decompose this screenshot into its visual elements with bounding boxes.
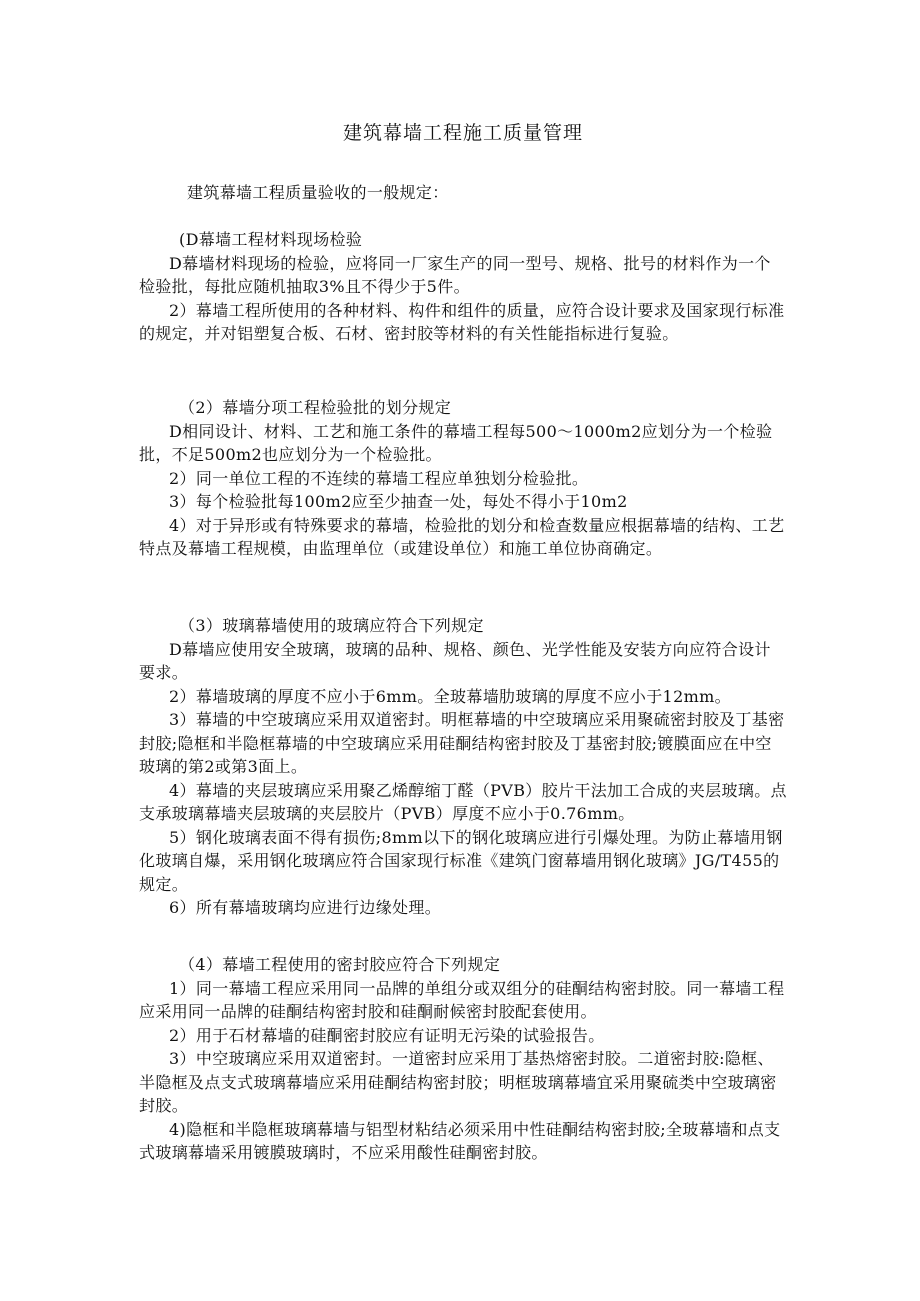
section-heading: (D幕墙工程材料现场检验: [179, 230, 363, 249]
section-item: 2）幕墙工程所使用的各种材料、构件和组件的质量，应符合设计要求及国家现行标准的规定，并对铝塑复合板、石材、密封胶等材料的有关性能指标进行复验。: [139, 300, 785, 343]
section-glass-requirements: [139, 614, 787, 920]
section-item: D相同设计、材料、工艺和施工条件的幕墙工程每500～1000m2应划分为一个检验批，不足500m2也应划分为一个检验批。: [139, 421, 773, 464]
section-item: D幕墙材料现场的检验，应将同一厂家生产的同一型号、规格、批号的材料作为一个检验批，每批应随机抽取3%且不得少于5件。: [139, 253, 771, 296]
section-heading: （3）玻璃幕墙使用的玻璃应符合下列规定: [179, 616, 484, 635]
section-item: 5）钢化玻璃表面不得有损伤;8mm以下的钢化玻璃应进行引爆处理。为防止幕墙用钢化玻璃自爆，采用钢化玻璃应符合国家现行标准《建筑门窗幕墙用钢化玻璃》JG/T455的规定。: [139, 827, 783, 894]
intro-block: [139, 181, 787, 205]
section-item: 3）每个检验批每100m2应至少抽查一处，每处不得小于10m2: [169, 492, 628, 511]
document-title: 建筑幕墙工程施工质量管理: [342, 122, 583, 144]
section-item: 2）用于石材幕墙的硅酮密封胶应有证明无污染的试验报告。: [169, 1025, 605, 1045]
section-material-inspection: [139, 228, 787, 346]
section-item: 3）幕墙的中空玻璃应采用双道密封。明框幕墙的中空玻璃应采用聚硫密封胶及丁基密封胶;隐框和半隐框幕墙的中空玻璃应采用硅酮结构密封胶及丁基密封胶;镀膜面应在中空玻璃的第2或第3面上。: [139, 710, 785, 776]
section-item: 3）中空玻璃应采用双道密封。一道密封应采用丁基热熔密封胶。二道密封胶:隐框、半隐框及点支式玻璃幕墙应采用硅酮结构密封胶；明框玻璃幕墙宜采用聚硫类中空玻璃密封胶。: [139, 1049, 777, 1115]
section-heading: （4）幕墙工程使用的密封胶应符合下列规定: [179, 955, 501, 974]
section-item: 6）所有幕墙玻璃均应进行边缘处理。: [169, 898, 442, 917]
section-item: 4）对于异形或有特殊要求的幕墙，检验批的划分和检查数量应根据幕墙的结构、工艺特点及幕墙工程规模，由监理单位（或建设单位）和施工单位协商确定。: [139, 515, 785, 558]
section-item: 4）幕墙的夹层玻璃应采用聚乙烯醇缩丁醛（PVB）胶片干法加工合成的夹层玻璃。点支承玻璃幕墙夹层玻璃的夹层胶片（PVB）厚度不应小于0.76mm。: [139, 780, 787, 823]
section-batch-division: [139, 396, 787, 561]
section-item: 4)隐框和半隐框玻璃幕墙与铝型材粘结必须采用中性硅酮结构密封胶;全玻幕墙和点支式玻璃幕墙采用镀膜玻璃时，不应采用酸性硅酮密封胶。: [139, 1119, 781, 1162]
intro-paragraph: 建筑幕墙工程质量验收的一般规定：: [187, 183, 449, 202]
section-sealant-requirements: [139, 953, 787, 1165]
section-heading: （2）幕墙分项工程检验批的划分规定: [179, 398, 452, 417]
section-item: 2）幕墙玻璃的厚度不应小于6mm。全玻幕墙肋玻璃的厚度不应小于12mm。: [169, 686, 732, 706]
section-item: D幕墙应使用安全玻璃，玻璃的品种、规格、颜色、光学性能及安装方向应符合设计要求。: [139, 639, 771, 682]
section-item: 1）同一幕墙工程应采用同一品牌的单组分或双组分的硅酮结构密封胶。同一幕墙工程应采用同一品牌的硅酮结构密封胶和硅酮耐候密封胶配套使用。: [139, 978, 785, 1021]
section-item: 2）同一单位工程的不连续的幕墙工程应单独划分检验批。: [169, 468, 589, 488]
